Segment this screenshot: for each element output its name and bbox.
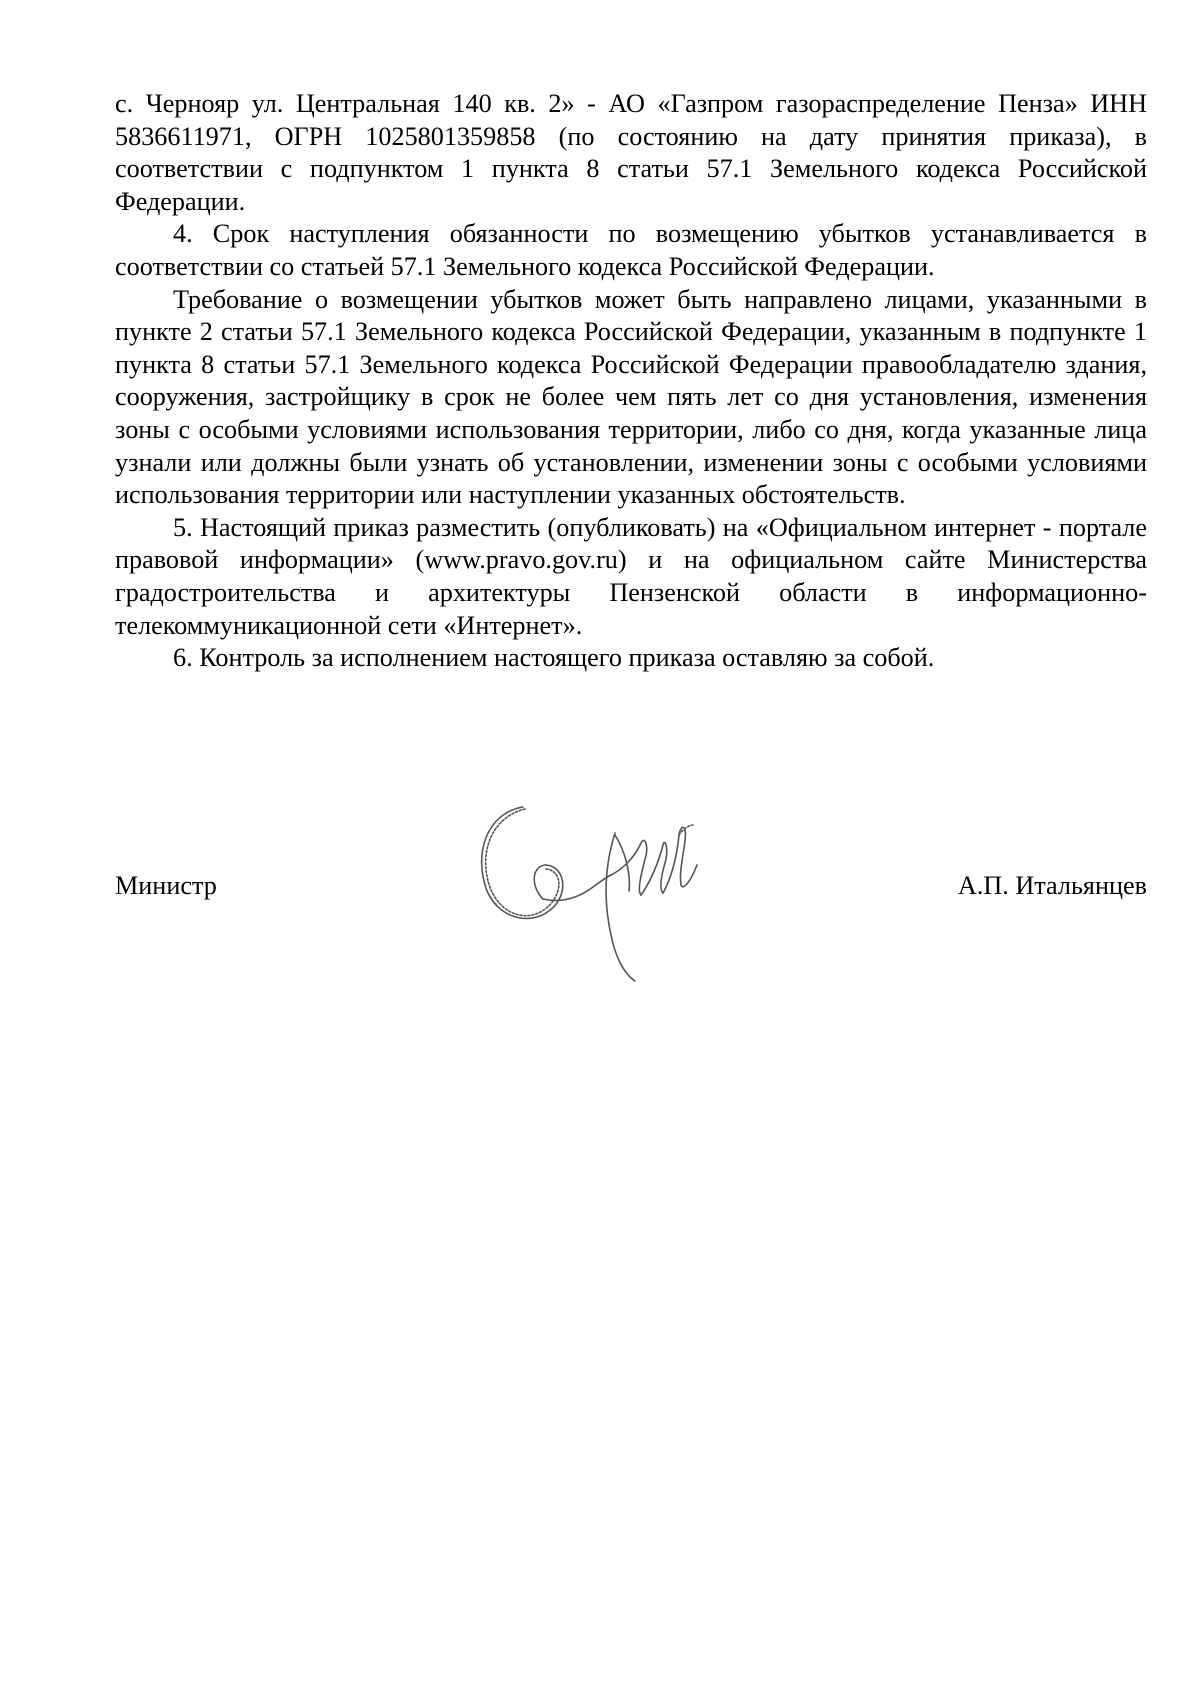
paragraph-item-6: 6. Контроль за исполнением настоящего приказа оставляю за собой. bbox=[173, 643, 935, 673]
document-body bbox=[115, 88, 1147, 675]
signature-icon bbox=[465, 795, 745, 985]
paragraph-item-4: 4. Срок наступления обязанности по возмещению убытков устанавливается в соответствии со статьей 57.1 Земельного кодекса Российской Федерации. bbox=[115, 219, 1147, 281]
signatory-name: А.П. Итальянцев bbox=[957, 871, 1147, 900]
paragraph-compensation-claim: Требование о возмещении убытков может быть направлено лицами, указанными в пункте 2 статьи 57.1 Земельного кодекса Российской Федерации, указанным в подпункте 1 пункта 8 статьи 57.1 Земельного кодекса Российской Федерации правообладателю здания, сооружения, застройщику в срок не более чем пять лет со дня установления, изменения зоны с особыми условиями использования территории, либо со дня, когда указанные лица узнали или должны были узнать об установлении, изменении зоны с особыми условиями использования территории или наступлении указанных обстоятельств. bbox=[115, 284, 1147, 510]
paragraph-item-5: 5. Настоящий приказ разместить (опубликовать) на «Официальном интернет - портале правовой информации» (www.pravo.gov.ru) и на официальном сайте Министерства градостроительства и архитектуры Пензенской области в информационно-телекоммуникационной сети «Интернет». bbox=[115, 512, 1147, 640]
signatory-title: Министр bbox=[115, 871, 217, 900]
paragraph-address-continuation: с. Чернояр ул. Центральная 140 кв. 2» - АО «Газпром газораспределение Пенза» ИНН 5836611971, ОГРН 1025801359858 (по состоянию на дату принятия приказа), в соответствии с подпунктом 1 пункта 8 статьи 57.1 Земельного кодекса Российской Федерации. bbox=[115, 89, 1147, 216]
